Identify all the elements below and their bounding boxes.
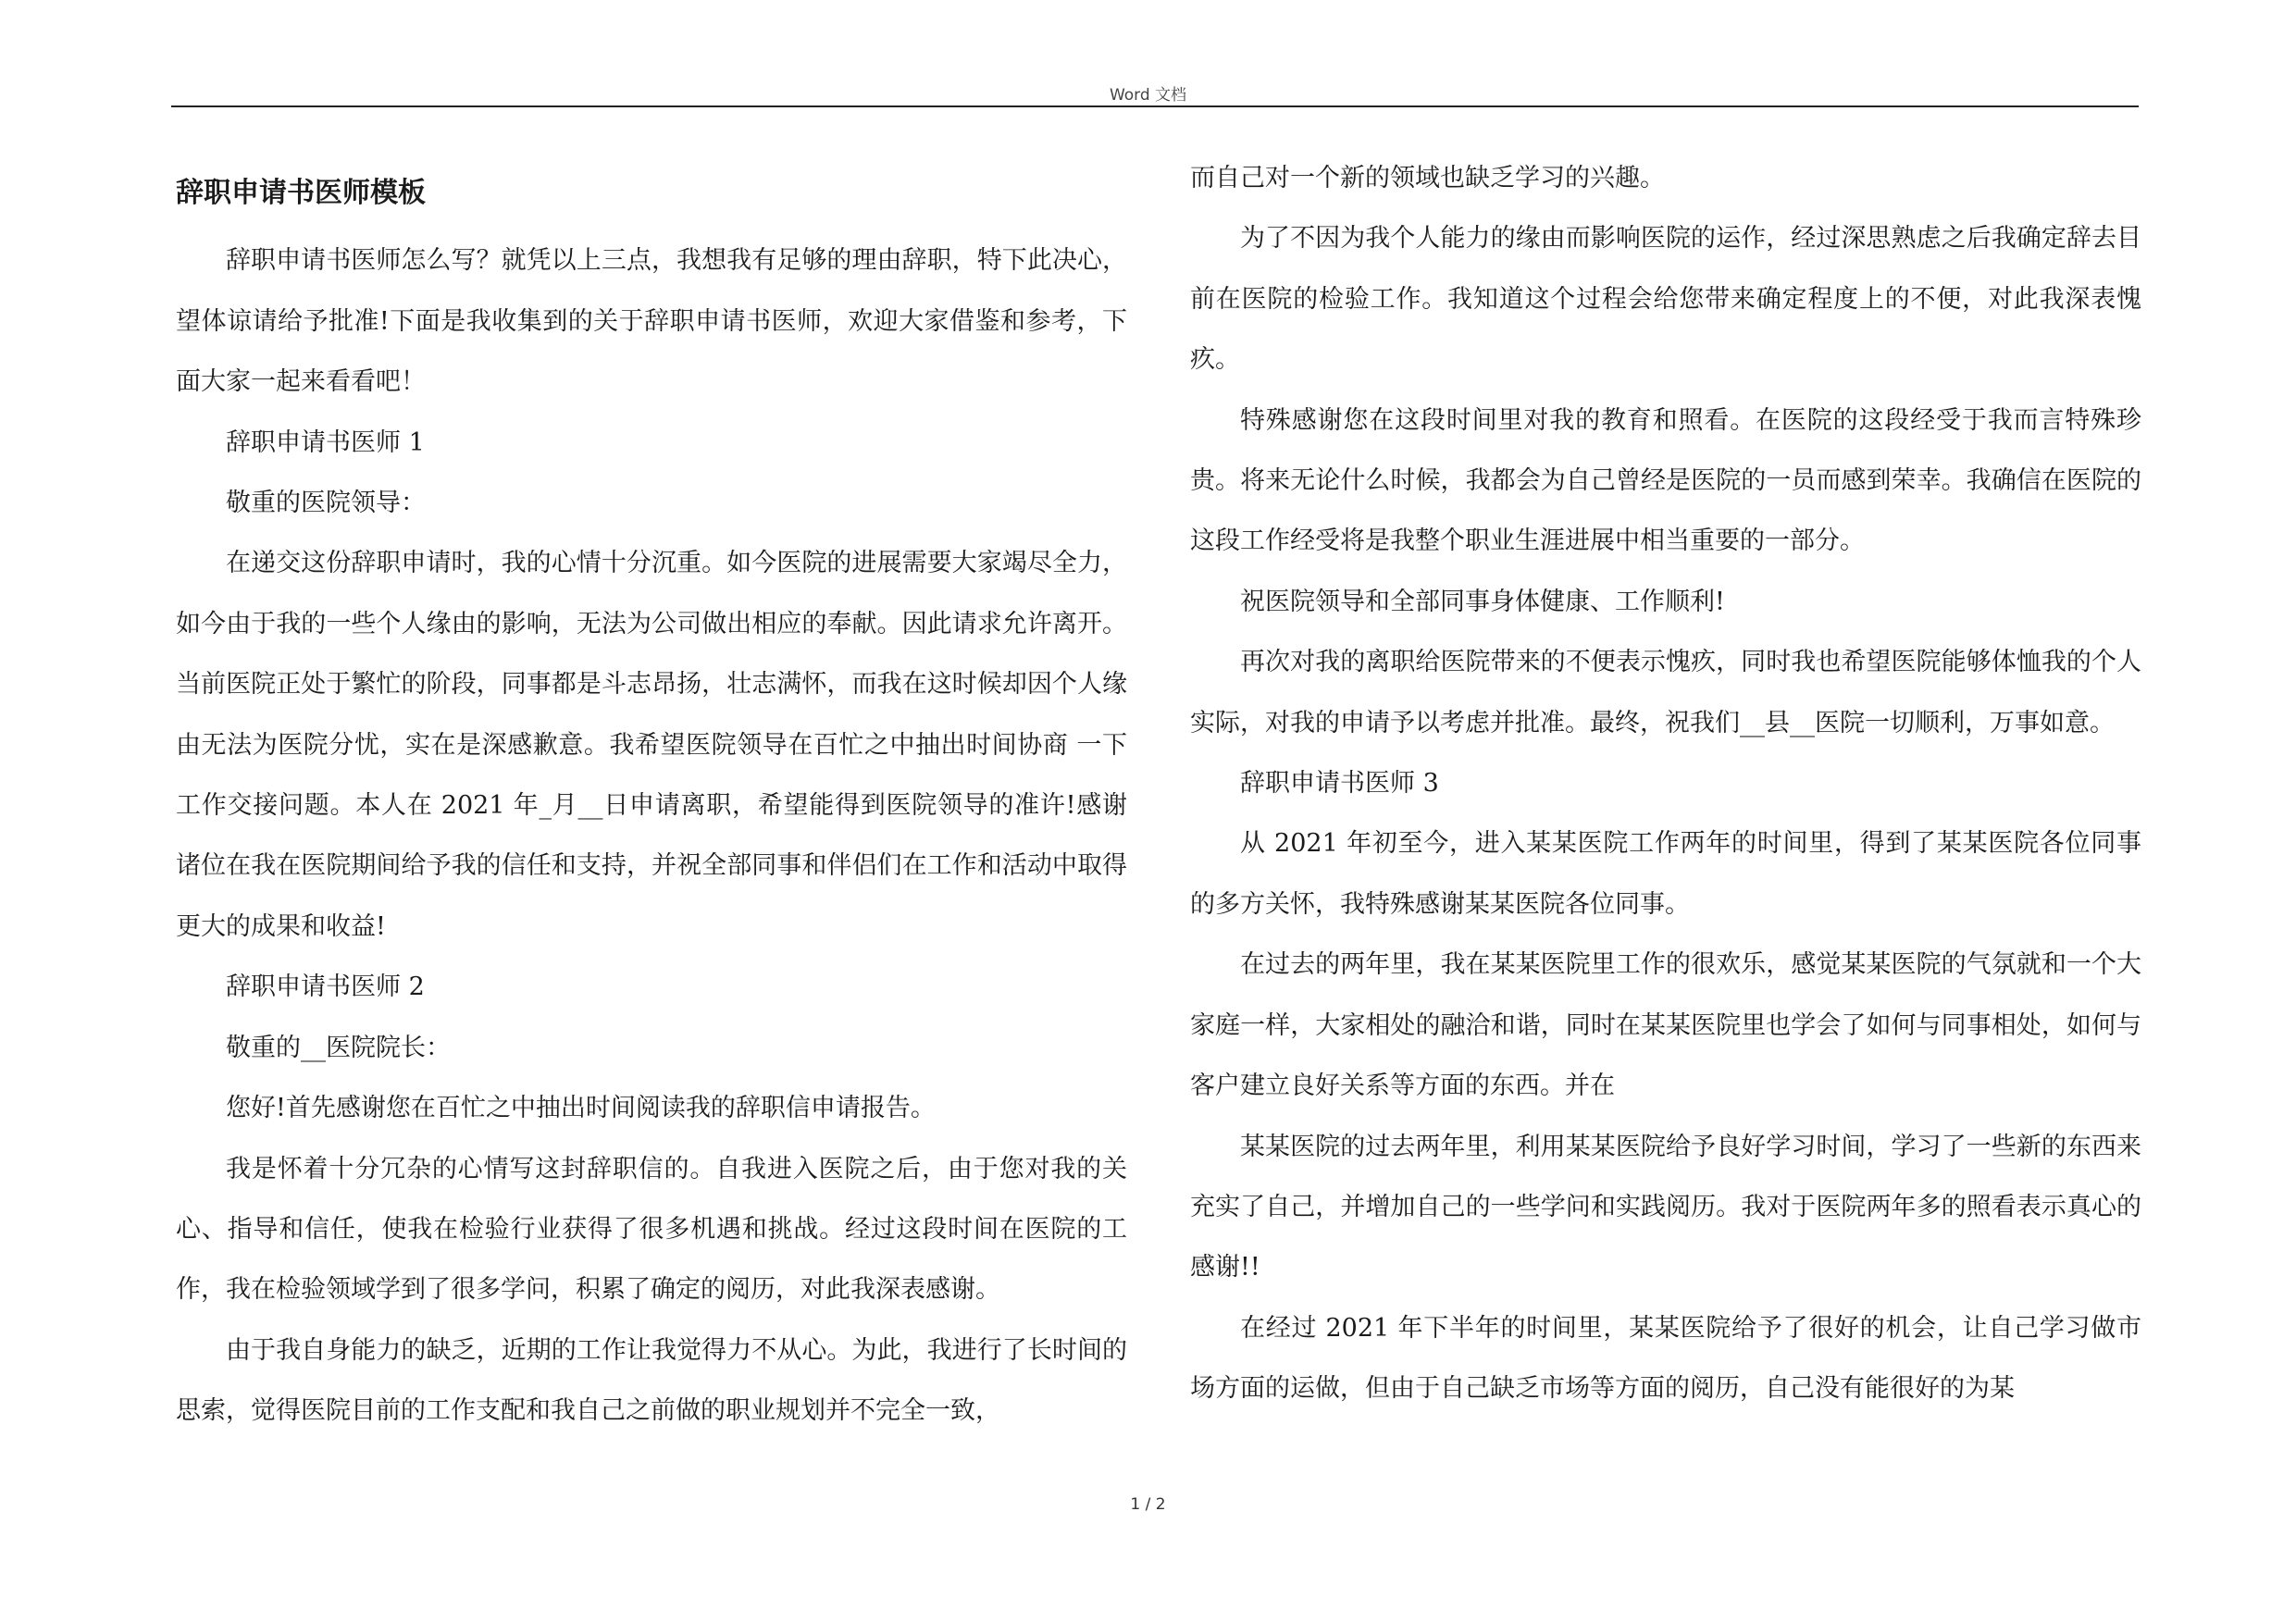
- intro-paragraph: 辞职申请书医师怎么写？就凭以上三点，我想我有足够的理由辞职，特下此决心，望体谅请给予批准!下面是我收集到的关于辞职申请书医师，欢迎大家借鉴和参考，下面大家一起来看看吧！: [176, 246, 1127, 397]
- body-paragraph: 再次对我的离职给医院带来的不便表示愧疚，同时我也希望医院能够体恤我的个人实际，对我的申请予以考虑并批准。最终，祝我们__县__医院一切顺利，万事如意。: [1190, 648, 2141, 737]
- body-paragraph: 我是怀着十分冗杂的心情写这封辞职信的。自我进入医院之后，由于您对我的关心、指导和信任，使我在检验行业获得了很多机遇和挑战。经过这段时间在医院的工作，我在检验领域学到了很多学问，积累了确定的阅历，对此我深表感谢。: [176, 1154, 1127, 1305]
- right-column: [1190, 148, 2141, 1419]
- left-column: [176, 148, 1127, 1442]
- left-column-body: [176, 230, 1127, 1441]
- section-heading-3: 辞职申请书医师 3: [1240, 769, 1439, 799]
- header-divider: [171, 105, 2139, 107]
- body-paragraph: 特殊感谢您在这段时间里对我的教育和照看。在医院的这段经受于我而言特殊珍贵。将来无论什么时候，我都会为自己曾经是医院的一员而感到荣幸。我确信在医院的这段工作经受将是我整个职业生涯进展中相当重要的一部分。: [1190, 405, 2141, 556]
- section-heading-2: 辞职申请书医师 2: [226, 973, 425, 1002]
- body-paragraph: 由于我自身能力的缺乏，近期的工作让我觉得力不从心。为此，我进行了长时间的思索，觉得医院目前的工作支配和我自己之前做的职业规划并不完全一致，: [176, 1335, 1127, 1426]
- body-paragraph: 某某医院的过去两年里，利用某某医院给予良好学习时间，学习了一些新的东西来充实了自己，并增加自己的一些学问和实践阅历。我对于医院两年多的照看表示真心的感谢!!: [1190, 1132, 2141, 1282]
- salutation-2: 敬重的__医院院长：: [226, 1033, 451, 1062]
- body-paragraph: 在经过 2021 年下半年的时间里，某某医院给予了很好的机会，让自己学习做市场方面的运做，但由于自己缺乏市场等方面的阅历，自己没有能很好的为某: [1190, 1313, 2141, 1404]
- salutation-1: 敬重的医院领导：: [226, 489, 426, 518]
- body-paragraph: 在过去的两年里，我在某某医院里工作的很欢乐，感觉某某医院的气氛就和一个大家庭一样，大家相处的融洽和谐，同时在某某医院里也学会了如何与同事相处，如何与客户建立良好关系等方面的东西。并在: [1190, 950, 2141, 1101]
- body-paragraph: 在递交这份辞职申请时，我的心情十分沉重。如今医院的进展需要大家竭尽全力，如今由于我的一些个人缘由的影响，无法为公司做出相应的奉献。因此请求允许离开。当前医院正处于繁忙的阶段，同事都是斗志昂扬，壮志满怀，而我在这时候却因个人缘由无法为医院分忧，实在是深感歉意。我希望医院领导在百忙之中抽出时间协商 一下工作交接问题。本人在 2021 年_月__日申请离职，希望能得到医院领导的准许!感谢诸位在我在医院期间给予我的信任和支持，并祝全部同事和伴侣们在工作和活动中取得更大的成果和收益!: [176, 549, 1127, 941]
- page-number: 1 / 2: [1130, 1495, 1166, 1514]
- continued-paragraph: 而自己对一个新的领域也缺乏学习的兴趣。: [1190, 164, 1665, 192]
- body-paragraph: 为了不因为我个人能力的缘由而影响医院的运作，经过深思熟虑之后我确定辞去目前在医院的检验工作。我知道这个过程会给您带来确定程度上的不便，对此我深表愧疚。: [1190, 224, 2141, 375]
- body-paragraph: 祝医院领导和全部同事身体健康、工作顺利!: [1240, 587, 1725, 616]
- section-heading-1: 辞职申请书医师 1: [226, 427, 425, 457]
- body-paragraph: 您好!首先感谢您在百忙之中抽出时间阅读我的辞职信申请报告。: [226, 1094, 936, 1123]
- document-title: 辞职申请书医师模板: [176, 177, 426, 209]
- header-label: Word 文档: [1109, 86, 1187, 105]
- body-paragraph: 从 2021 年初至今，进入某某医院工作两年的时间里，得到了某某医院各位同事的多方关怀，我特殊感谢某某医院各位同事。: [1190, 829, 2141, 919]
